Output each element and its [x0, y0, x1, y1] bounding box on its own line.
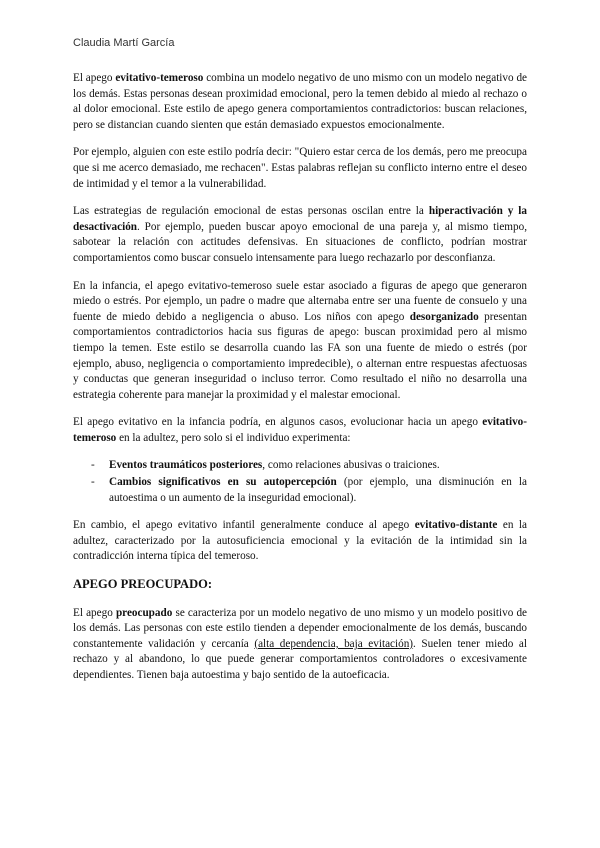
text: El apego evitativo en la infancia podría, en algunos casos, evolucionar hacia un apego [73, 416, 483, 429]
bold-term: preocupado [115, 606, 173, 619]
paragraph-4 [73, 279, 527, 404]
bold-term: Cambios significativos en su autopercepción [109, 476, 337, 489]
paragraph-5 [73, 415, 527, 446]
text: Las estrategias de regulación emocional de estas personas oscilan entre la [73, 205, 429, 218]
text: se caracteriza por un modelo negativo de uno mismo y un modelo positivo de los demás. Las personas con este estilo tienden a depender emocionalmente de los demás, buscando constantemente validación y cercanía [73, 606, 528, 650]
paragraph-3 [73, 204, 527, 266]
section-heading: APEGO PREOCUPADO: [73, 577, 212, 592]
text: en la adultez, pero solo si el individuo experimenta: [116, 431, 351, 444]
paragraph-6 [73, 518, 527, 565]
paragraph-2: Por ejemplo, alguien con este estilo podría decir: "Quiero estar cerca de los demás, pero me preocupa que si me acerco demasiado, me rechacen". Estas palabras reflejan su conflicto interno entre el deseo de intimidad y el temor a la vulnerabilidad. [73, 146, 527, 190]
text: presentan comportamientos contradictorios hacia sus figuras de apego: buscan proximidad pero al mismo tiempo la temen. Este estilo se desarrolla cuando las FA son una fuente de miedo o estrés (por ejemplo, abuso, negligencia o comportamiento impredecible), o alternan entre respuestas afectuosas y conductas que generan inseguridad o incluso terror. Como resultado el niño no desarrolla una estrategia coherente para manejar la proximidad y el malestar emocional. [73, 310, 527, 401]
bullet-list [73, 458, 527, 506]
underlined-text: (alta dependencia, baja evitación) [254, 637, 414, 650]
text: (por ejemplo, una disminución en la autoestima o un aumento de la inseguridad emocional). [109, 476, 527, 504]
dash-bullet: - [91, 476, 95, 489]
text: en la adultez, caracterizado por la autosuficiencia emocional y la evitación de la intimidad sin la contradicción interna típica del temeroso. [73, 519, 527, 563]
paragraph-1 [73, 71, 527, 133]
paragraph-7 [73, 606, 527, 684]
dash-bullet: - [91, 459, 95, 472]
list-item [73, 475, 527, 506]
text: En la infancia, el apego evitativo-temeroso suele estar asociado a figuras de apego que generaron miedo o estrés. Por ejemplo, un padre o madre que alternaba entre ser una fuente de consuelo y una fuente de miedo debido a negligencia o abuso. Los niños con apego [73, 279, 527, 323]
list-item [73, 458, 527, 474]
text: . Suelen tener miedo al rechazo y al abandono, lo que puede generar comportamientos controladores o excesivamente dependientes. Tienen baja autoestima y bajo sentido de la autoeficacia. [73, 637, 528, 681]
text: . Por ejemplo, pueden buscar apoyo emocional de una pareja y, al mismo tiempo, sabotear la relación con actitudes defensivas. En situaciones de conflicto, podrían mostrar comportamientos como buscar consuelo intensamente para luego rechazarlo por desconfianza. [73, 220, 527, 264]
bold-term: evitativo-distante [414, 519, 498, 532]
text: En cambio, el apego evitativo infantil generalmente conduce al apego [73, 519, 415, 532]
text: combina un modelo negativo de uno mismo con un modelo negativo de los demás. Estas personas desean proximidad emocional, pero la temen debido al miedo al rechazo o al dolor emocional. Este estilo de apego genera comportamientos contradictorios: buscan relaciones, pero se distancian cuando sienten que están demasiado expuestos emocionalmente. [73, 72, 528, 131]
document-body [73, 71, 527, 696]
text: El apego [73, 72, 116, 84]
page-header-author: Claudia Martí García [73, 37, 175, 49]
bold-term: Eventos traumáticos posteriores [109, 459, 263, 472]
bold-term: evitativo-temeroso [115, 72, 204, 84]
bold-term: hiperactivación y la desactivación [73, 205, 528, 233]
bold-term: evitativo-temeroso [73, 416, 527, 444]
bold-term: desorganizado [409, 310, 479, 323]
text: , como relaciones abusivas o traiciones. [262, 459, 440, 472]
text: El apego [73, 606, 116, 619]
